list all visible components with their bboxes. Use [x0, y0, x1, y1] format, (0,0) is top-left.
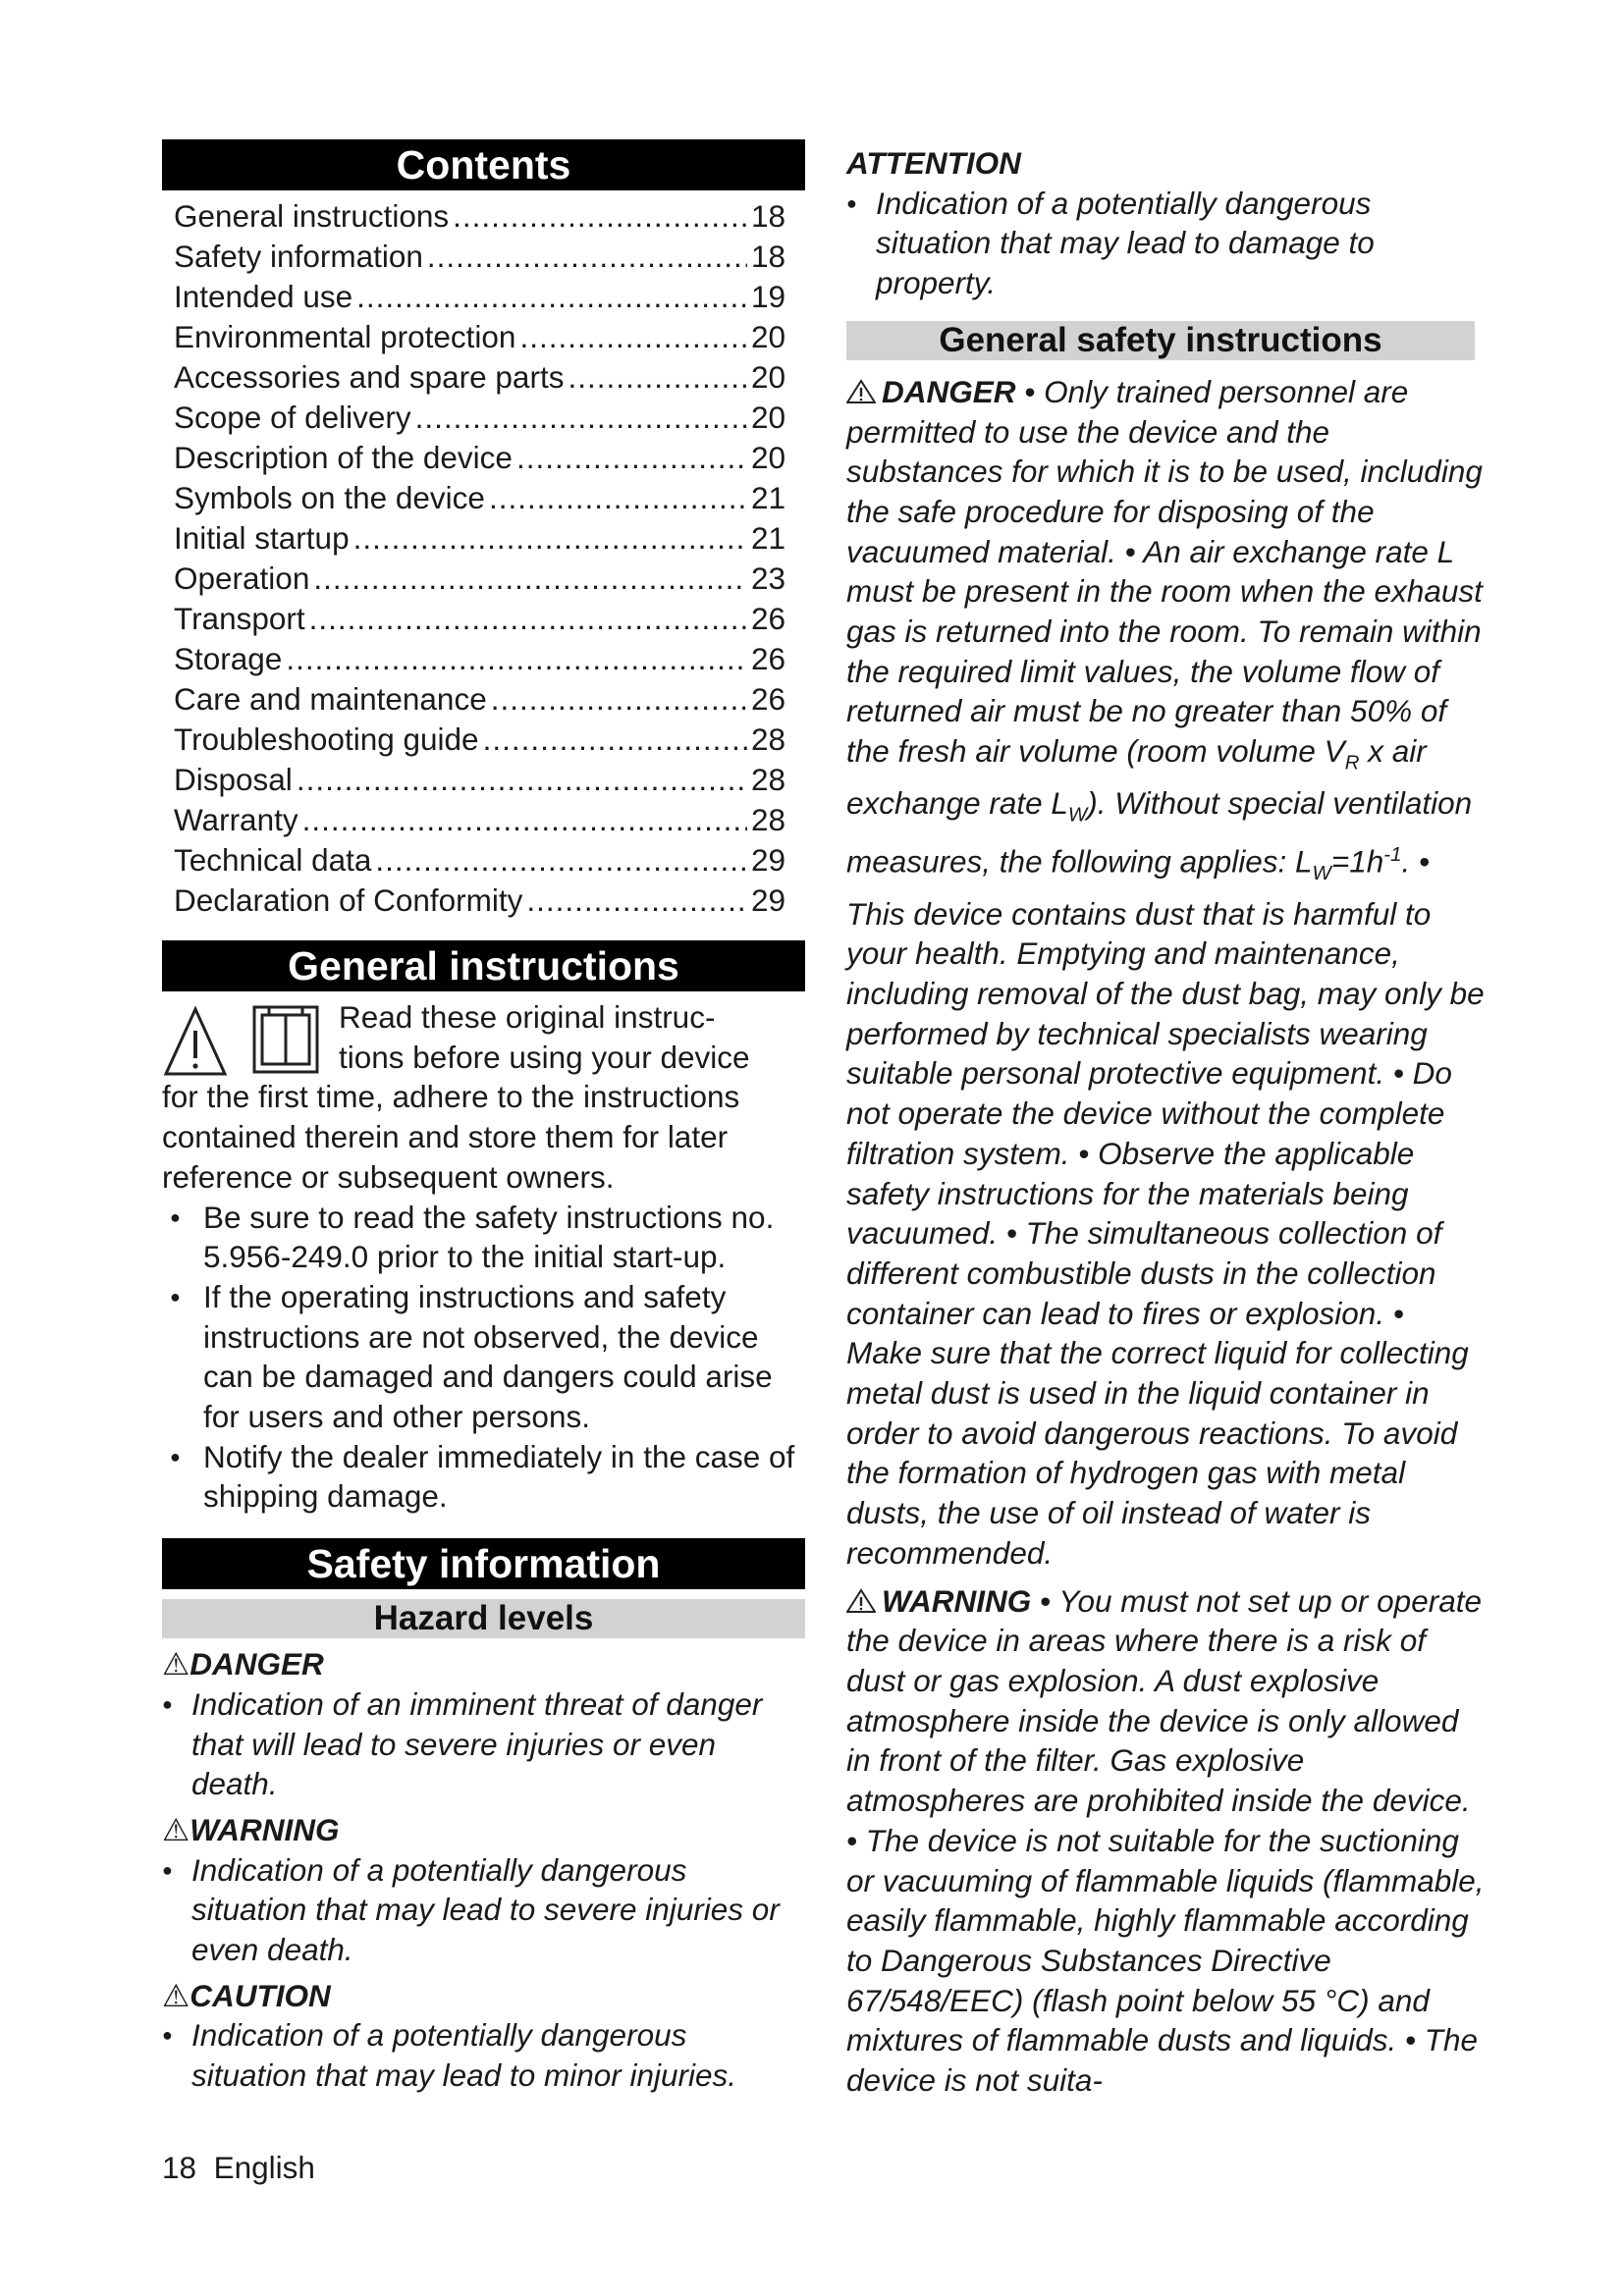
toc-entry: [162, 760, 805, 800]
general-instructions-intro: [162, 997, 805, 1198]
warning-read-manual-icon: [164, 1001, 336, 1080]
safety-information-heading: Safety information: [162, 1538, 805, 1589]
general-safety-heading: General safety instructions: [846, 321, 1475, 360]
toc-entry-page: 21: [750, 480, 785, 515]
toc-entry-title: Description of the device: [174, 440, 513, 475]
toc-entry-title: Operation: [174, 561, 310, 596]
toc-entry-page: 26: [750, 641, 785, 676]
toc-leader-dots: [483, 720, 747, 760]
warning-triangle-icon: [846, 379, 876, 404]
toc-leader-dots: [568, 357, 747, 398]
toc-leader-dots: [491, 679, 747, 720]
toc-entry: [162, 478, 805, 518]
toc-entry-page: 26: [750, 601, 785, 636]
toc-entry-page: 20: [750, 440, 785, 475]
toc-entry-title: Initial startup: [174, 520, 350, 556]
toc-entry: [162, 398, 805, 438]
toc-entry-page: 29: [750, 842, 785, 878]
toc-leader-dots: [489, 478, 747, 518]
toc-entry: [162, 599, 805, 639]
toc-entry: [162, 840, 805, 881]
general-instructions-heading: General instructions: [162, 940, 805, 991]
toc-entry-page: 20: [750, 359, 785, 395]
toc-leader-dots: [309, 599, 747, 639]
toc-entry-page: 23: [750, 561, 785, 596]
toc-entry-page: 28: [750, 762, 785, 797]
toc-leader-dots: [313, 559, 747, 599]
toc-entry: [162, 357, 805, 398]
toc-entry-title: Declaration of Conformity: [174, 882, 523, 918]
toc-leader-dots: [286, 639, 747, 679]
hazard-levels-heading: Hazard levels: [162, 1599, 805, 1638]
attention-level-title: ATTENTION: [846, 145, 1021, 181]
general-safety-danger-paragraph: DANGER • Only trained personnel are permitted to use the device and the substances for which it is to be used, including the safe procedure for disposing of the vacuumed material. • An air exchange rate L must be present in the room when the exhaust gas is returned into the room. To remain within the required limit values, the volume flow of returned air must be no greater than 50% of the fresh air volume (room volume $V_R$ x air exchange rate $L_W$). Without special ventilation measures, the following applies: $L_W=1h^{-1}$. • This device contains dust that is harmful to your health. Emptying and maintenance, including removal of the dust bag, may only be performed by technical specialists wearing suitable personal protective equipment. • Do not operate the device without the complete filtration system. • Observe the applicable safety instructions for the materials being vacuumed. • The simultaneous collection of different combustible dusts in the collection container can lead to fires or explosion. • Make sure that the correct liquid for collecting metal dust is used in the liquid container in order to avoid dangerous reactions. To avoid the formation of hydrogen gas with metal dusts, the use of oil instead of water is recommended.: [846, 373, 1485, 1571]
toc-entry-page: 28: [750, 721, 785, 757]
list-item: ● Be sure to read the safety instructions no. 5.956-249.0 prior to the initial start-up.: [162, 1198, 805, 1277]
warning-level-list: [162, 1850, 805, 1970]
caution-level-list: [162, 2015, 805, 2095]
general-safety-warning-paragraph: WARNING • You must not set up or operate the device in areas where there is a risk of dust or gas explosion. A dust explosive atmosphere inside the device is only allowed in front of the filter. Gas explosive atmospheres are prohibited inside the device. • The device is not suitable for the suctioning or vacuuming of flammable liquids (flammable, easily flammable, highly flammable according to Dangerous Substances Directive 67/548/EEC) (flash point below 55 °C) and mixtures of flammable dusts and liquids. • The device is not suita-: [846, 1582, 1485, 2099]
caution-level-title: ⚠CAUTION: [162, 1977, 331, 2013]
toc-entry-page: 29: [750, 882, 785, 918]
toc-leader-dots: [415, 398, 747, 438]
toc-entry: [162, 317, 805, 357]
toc-leader-dots: [375, 840, 747, 881]
toc-entry-title: Environmental protection: [174, 319, 516, 354]
footer-language: English: [213, 2150, 315, 2185]
warning-level-title: ⚠WARNING: [162, 1811, 340, 1847]
toc-entry: [162, 277, 805, 317]
general-instructions-list: [162, 1198, 805, 1518]
toc-entry-title: Care and maintenance: [174, 681, 487, 717]
list-item: ● Indication of a potentially dangerous situation that may lead to severe injuries or even death.: [162, 1850, 805, 1970]
toc-leader-dots: [297, 760, 747, 800]
right-column: [846, 139, 1485, 2101]
page-footer: [162, 2150, 315, 2186]
toc-entry-page: 20: [750, 400, 785, 435]
warning-triangle-icon: ⚠: [162, 1646, 190, 1682]
toc-entry-page: 19: [750, 279, 785, 314]
toc-entry: [162, 679, 805, 720]
list-item: ● Indication of an imminent threat of danger that will lead to severe injuries or even death.: [162, 1684, 805, 1804]
left-column: [162, 139, 805, 2096]
toc-entry-title: Storage: [174, 641, 283, 676]
warning-triangle-icon: ⚠: [162, 1811, 190, 1847]
toc-entry: [162, 438, 805, 478]
toc-entry: [162, 237, 805, 277]
table-of-contents: [162, 196, 805, 921]
toc-entry-title: Symbols on the device: [174, 480, 485, 515]
toc-entry-page: 20: [750, 319, 785, 354]
toc-entry-page: 21: [750, 520, 785, 556]
toc-entry-page: 26: [750, 681, 785, 717]
toc-entry: [162, 639, 805, 679]
toc-leader-dots: [353, 518, 747, 559]
toc-entry: [162, 196, 805, 237]
toc-entry: [162, 881, 805, 921]
warning-triangle-icon: [846, 1588, 876, 1614]
toc-entry: [162, 559, 805, 599]
toc-entry-title: Technical data: [174, 842, 372, 878]
list-item: ● Notify the dealer immediately in the case of shipping damage.: [162, 1437, 805, 1517]
toc-entry-title: Intended use: [174, 279, 353, 314]
contents-heading: Contents: [162, 139, 805, 190]
list-item: ● If the operating instructions and safety instructions are not observed, the device can be damaged and dangers could arise for users and other persons.: [162, 1277, 805, 1437]
toc-leader-dots: [356, 277, 747, 317]
toc-entry-title: General instructions: [174, 198, 450, 234]
toc-entry-title: Scope of delivery: [174, 400, 411, 435]
page-number: 18: [162, 2150, 197, 2185]
toc-leader-dots: [516, 438, 747, 478]
intro-line-2: tions before using your device: [339, 1039, 750, 1075]
toc-leader-dots: [519, 317, 747, 357]
toc-entry: [162, 800, 805, 840]
toc-entry: [162, 518, 805, 559]
toc-entry-title: Accessories and spare parts: [174, 359, 565, 395]
toc-entry-title: Safety information: [174, 239, 423, 274]
toc-leader-dots: [526, 881, 747, 921]
danger-level-list: [162, 1684, 805, 1804]
toc-entry-page: 18: [750, 239, 785, 274]
toc-entry-page: 28: [750, 802, 785, 837]
attention-level-list: [846, 184, 1485, 303]
toc-entry-title: Disposal: [174, 762, 293, 797]
toc-entry: [162, 720, 805, 760]
intro-rest: for the first time, adhere to the instructions contained therein and store them for later reference or subsequent owners.: [162, 1079, 740, 1195]
toc-leader-dots: [302, 800, 747, 840]
toc-entry-title: Warranty: [174, 802, 298, 837]
toc-entry-title: Transport: [174, 601, 305, 636]
list-item: ● Indication of a potentially dangerous situation that may lead to damage to property.: [846, 184, 1485, 303]
intro-line-1: Read these original instruc-: [339, 999, 716, 1035]
toc-leader-dots: [453, 196, 747, 237]
danger-level-title: ⚠DANGER: [162, 1646, 324, 1682]
warning-triangle-icon: ⚠: [162, 1977, 190, 2013]
toc-entry-page: 18: [750, 198, 785, 234]
toc-leader-dots: [427, 237, 747, 277]
list-item: ● Indication of a potentially dangerous situation that may lead to minor injuries.: [162, 2015, 805, 2095]
toc-entry-title: Troubleshooting guide: [174, 721, 479, 757]
